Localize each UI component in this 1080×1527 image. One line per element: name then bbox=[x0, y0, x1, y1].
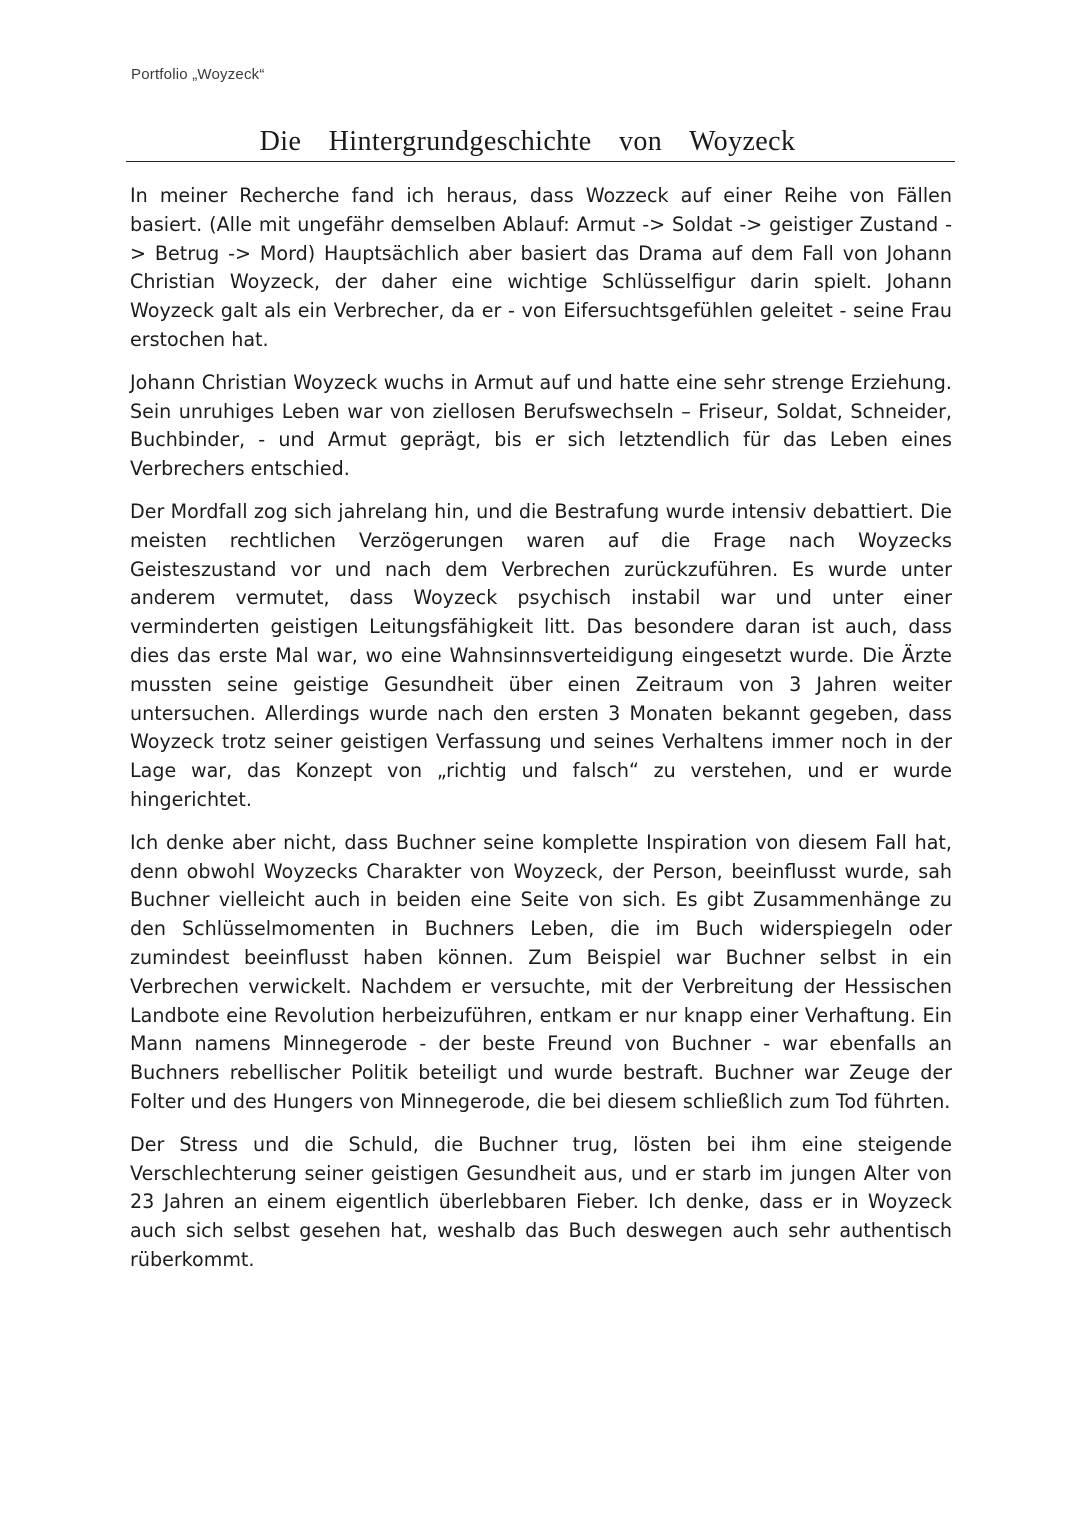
paragraph-1: In meiner Recherche fand ich heraus, dass Wozzeck auf einer Reihe von Fällen basiert. (Alle mit ungefähr demselben Ablauf: Armut -> Soldat -> geistiger Zustand -> Betrug -> Mord) Hauptsächlich aber basiert das Drama auf dem Fall von Johann Christian Woyzeck, der daher eine wichtige Schlüsselfigur darin spielt. Johann Woyzeck galt als ein Verbrecher, da er - von Eifersuchtsgefühlen geleitet - seine Frau erstochen hat. bbox=[130, 184, 952, 351]
title-block bbox=[126, 126, 955, 162]
paragraph-4: Ich denke aber nicht, dass Buchner seine komplette Inspiration von diesem Fall hat, denn obwohl Woyzecks Charakter von Woyzeck, der Person, beeinflusst wurde, sah Buchner vielleicht auch in beiden eine Seite von sich. Es gibt Zusammenhänge zu den Schlüsselmomenten in Buchners Leben, die im Buch widerspiegeln oder zumindest beeinflusst haben können. Zum Beispiel war Buchner selbst in ein Verbrechen verwickelt. Nachdem er versuchte, mit der Verbreitung der Hessischen Landbote eine Revolution herbeizuführen, entkam er nur knapp einer Verhaftung. Ein Mann namens Minnegerode - der beste Freund von Buchner - war ebenfalls an Buchners rebellischer Politik beteiligt und wurde bestraft. Buchner war Zeuge der Folter und des Hungers von Minnegerode, die bei diesem schließlich zum Tod führten. bbox=[130, 830, 952, 1113]
document-title: Die Hintergrundgeschichte von Woyzeck bbox=[259, 126, 796, 157]
paragraph-5: Der Stress und die Schuld, die Buchner trug, lösten bei ihm eine steigende Verschlechterung seiner geistigen Gesundheit aus, und er starb im jungen Alter von 23 Jahren an einem eigentlich überlebbaren Fieber. Ich denke, dass er in Woyzeck auch sich selbst gesehen hat, weshalb das Buch deswegen auch sehr authentisch rüberkommt. bbox=[130, 1132, 952, 1271]
running-header: Portfolio „Woyzeck“ bbox=[131, 66, 265, 83]
paragraph-3: Der Mordfall zog sich jahrelang hin, und die Bestrafung wurde intensiv debattiert. Die meisten rechtlichen Verzögerungen waren auf die Frage nach Woyzecks Geisteszustand vor und nach dem Verbrechen zurückzuführen. Es wurde unter anderem vermutet, dass Woyzeck psychisch instabil war und unter einer verminderten geistigen Leitungsfähigkeit litt. Das besondere daran ist auch, dass dies das erste Mal war, wo eine Wahnsinnsverteidigung eingesetzt wurde. Die Ärzte mussten seine geistige Gesundheit über einen Zeitraum von 3 Jahren weiter untersuchen. Allerdings wurde nach den ersten 3 Monaten bekannt gegeben, dass Woyzeck trotz seiner geistigen Verfassung und seines Verhaltens immer noch in der Lage war, das Konzept von „richtig und falsch“ zu verstehen, und er wurde hingerichtet. bbox=[130, 499, 952, 811]
paragraph-2: Johann Christian Woyzeck wuchs in Armut auf und hatte eine sehr strenge Erziehung. Sein unruhiges Leben war von ziellosen Berufswechseln – Friseur, Soldat, Schneider, Buchbinder, - und Armut geprägt, bis er sich letztendlich für das Leben eines Verbrechers entschied. bbox=[130, 370, 952, 481]
document-body bbox=[130, 182, 952, 1289]
